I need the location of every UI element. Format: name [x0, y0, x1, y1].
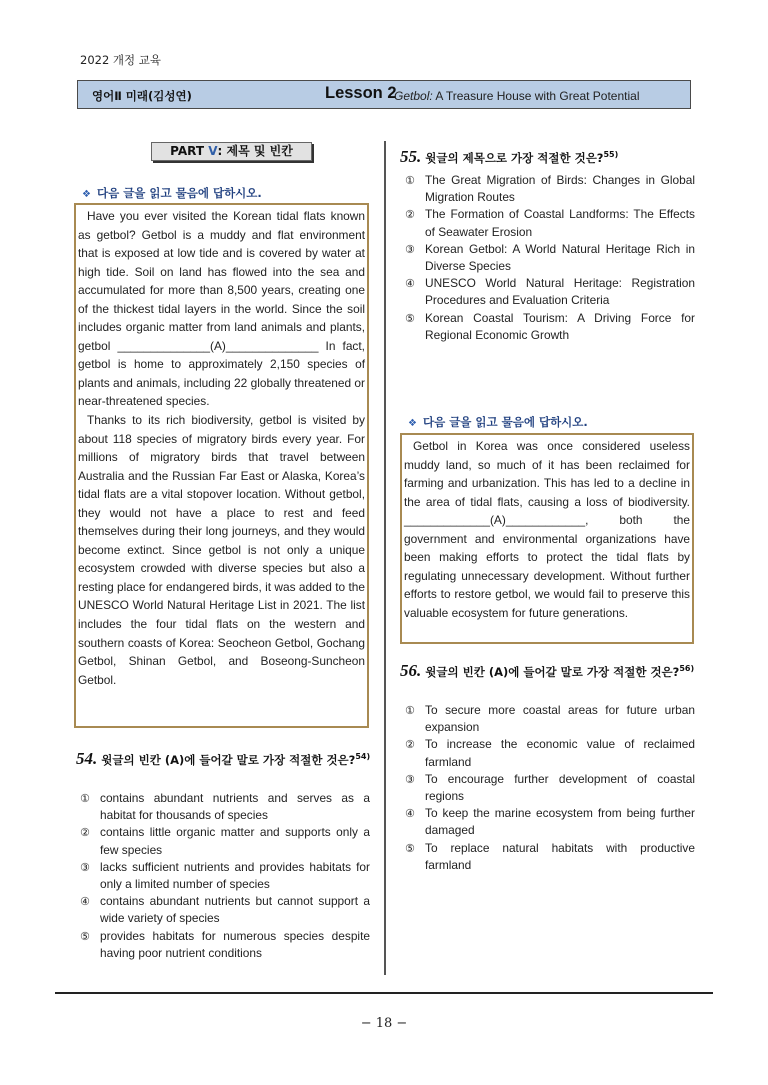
option-marker: ⑤	[405, 841, 415, 855]
q56-option-2[interactable]	[405, 736, 695, 770]
q56-option-4[interactable]	[405, 805, 695, 839]
q55-option-2[interactable]	[405, 206, 695, 240]
question-56-note: 56)	[679, 664, 695, 673]
passage-reclamation	[400, 433, 694, 644]
option-text: lacks sufficient nutrients and provides habitats for only a limited number of species	[100, 859, 370, 892]
option-marker: ④	[405, 277, 415, 291]
option-marker: ③	[80, 860, 90, 874]
question-54-options	[80, 790, 370, 962]
q54-option-1[interactable]	[80, 790, 370, 824]
instruction-1	[82, 185, 262, 201]
option-text: The Great Migration of Birds: Changes in Global Migration Routes	[425, 173, 695, 205]
part-prefix: PART	[170, 144, 209, 158]
q55-option-1[interactable]	[405, 172, 695, 206]
option-text: To encourage further development of coastal regions	[425, 771, 695, 804]
q55-option-3[interactable]	[405, 241, 695, 275]
q54-option-4[interactable]	[80, 893, 370, 927]
passage1-paragraph-1: Have you ever visited the Korean tidal flats known as getbol? Getbol is a muddy and flat environment that is exposed at low tide and is covered by water at high tide. Soil on land has flowed into the sea and accumulated for more than 8,500 years, creating one of the thickest tidal layers in the world. Since the soil includes organic matter from land animals and plants, getbol ______________(A)______________ In fact, getbol is home to approximately 2,150 species of plants and animals, including 22 globally threatened or near-threatened species.	[78, 209, 365, 409]
lesson-subtitle-italic: Getbol:	[394, 89, 433, 103]
q56-option-3[interactable]	[405, 771, 695, 805]
column-divider	[384, 141, 386, 975]
question-55-text: 윗글의 제목으로 가장 적절한 것은?	[425, 150, 604, 165]
passage1-paragraph-2: Thanks to its rich biodiversity, getbol is visited by about 118 species of migratory birds every year. For millions of migratory birds that travel between Australia and the Russian Far East or Alaska, Korea’s tidal flats are a vital stopover location. Without getbol, they would not have a place to rest and feed themselves during their long journeys, and they would become extinct. Since getbol is not only a unique ecosystem crowded with diverse species but also a resting place for endangered birds, it was added to the UNESCO World Natural Heritage List in 2021. The list includes the four tidal flats on the western and southern coasts of Korea: Seocheon Getbol, Gochang Getbol, Shinan Getbol, and Boseong-Suncheon Getbol.	[78, 413, 365, 687]
question-56-number: 56.	[400, 660, 422, 680]
q56-option-1[interactable]	[405, 702, 695, 736]
option-marker: ②	[405, 738, 415, 752]
option-text: To increase the economic value of reclaimed farmland	[425, 737, 695, 769]
option-marker: ②	[80, 826, 90, 840]
option-marker: ⑤	[80, 929, 90, 943]
footer-rule	[55, 992, 713, 994]
option-text: provides habitats for numerous species despite having poor nutrient conditions	[100, 928, 370, 960]
diamond-bullet-icon: ❖	[408, 418, 417, 429]
question-54-heading	[76, 748, 372, 769]
option-marker: ②	[405, 208, 415, 222]
option-text: To replace natural habitats with productive farmland	[425, 840, 695, 872]
option-marker: ③	[405, 772, 415, 786]
option-text: Korean Getbol: A World Natural Heritage Rich in Diverse Species	[425, 241, 695, 274]
diamond-bullet-icon: ❖	[82, 189, 91, 200]
q54-option-5[interactable]	[80, 928, 370, 962]
q54-option-3[interactable]	[80, 859, 370, 893]
option-text: contains abundant nutrients and serves as a habitat for thousands of species	[100, 791, 370, 823]
option-text: contains abundant nutrients but cannot support a wide variety of species	[100, 894, 370, 926]
question-56-text: 윗글의 빈칸 (A)에 들어갈 말로 가장 적절한 것은?	[425, 664, 680, 679]
q55-option-5[interactable]	[405, 310, 695, 344]
part-heading	[151, 142, 312, 161]
q54-option-2[interactable]	[80, 824, 370, 858]
q55-option-4[interactable]	[405, 275, 695, 309]
option-text: contains little organic matter and supports only a few species	[100, 825, 370, 857]
question-56-options	[405, 702, 695, 874]
part-roman: Ⅴ	[208, 144, 218, 158]
option-text: The Formation of Coastal Landforms: The Effects of Seawater Erosion	[425, 207, 695, 239]
curriculum-label: 2022 개정 교육	[80, 53, 162, 67]
question-54-note: 54)	[355, 752, 371, 761]
lesson-subtitle-rest: A Treasure House with Great Potential	[432, 89, 640, 103]
option-marker: ①	[405, 174, 415, 187]
passage2-paragraph-1: Getbol in Korea was once considered useless muddy land, so much of it has been reclaimed for farming and urbanization. This has led to a decline in the area of tidal flats, causing a loss of biodiversity. _____________(A)____________, both the government and environmental organizations have been making efforts to protect the tidal flats by regulating unnecessary development. Without further efforts to restore getbol, we would fail to preserve this valuable ecosystem for future generations.	[404, 439, 690, 620]
question-54-number: 54.	[76, 748, 98, 768]
option-marker: ①	[80, 792, 90, 805]
instruction-2	[408, 414, 588, 430]
page-number: − 18 −	[360, 1016, 408, 1031]
lesson-header-bar	[77, 80, 691, 109]
passage-getbol	[74, 203, 369, 728]
question-55-number: 55.	[400, 146, 422, 166]
lesson-subtitle	[394, 89, 639, 103]
question-56-heading	[400, 660, 696, 681]
option-text: To secure more coastal areas for future urban expansion	[425, 703, 695, 735]
option-marker: ③	[405, 242, 415, 256]
option-text: To keep the marine ecosystem from being further damaged	[425, 806, 695, 838]
q56-option-5[interactable]	[405, 840, 695, 874]
option-marker: ④	[80, 895, 90, 909]
option-marker: ⑤	[405, 311, 415, 325]
instruction-text-2: 다음 글을 읽고 물음에 답하시오.	[422, 415, 588, 429]
option-marker: ④	[405, 807, 415, 821]
option-marker: ①	[405, 704, 415, 717]
question-55-heading	[400, 146, 696, 167]
part-title: : 제목 및 빈칸	[217, 144, 293, 158]
question-55-options	[405, 172, 695, 344]
question-55-note: 55)	[603, 150, 619, 159]
option-text: Korean Coastal Tourism: A Driving Force for Regional Economic Growth	[425, 310, 695, 342]
lesson-number: Lesson 2	[325, 84, 397, 102]
question-54-text: 윗글의 빈칸 (A)에 들어갈 말로 가장 적절한 것은?	[101, 752, 356, 767]
instruction-text-1: 다음 글을 읽고 물음에 답하시오.	[96, 186, 262, 200]
option-text: UNESCO World Natural Heritage: Registration Procedures and Evaluation Criteria	[425, 276, 695, 308]
book-title: 영어Ⅱ 미래(김성연)	[92, 89, 192, 103]
